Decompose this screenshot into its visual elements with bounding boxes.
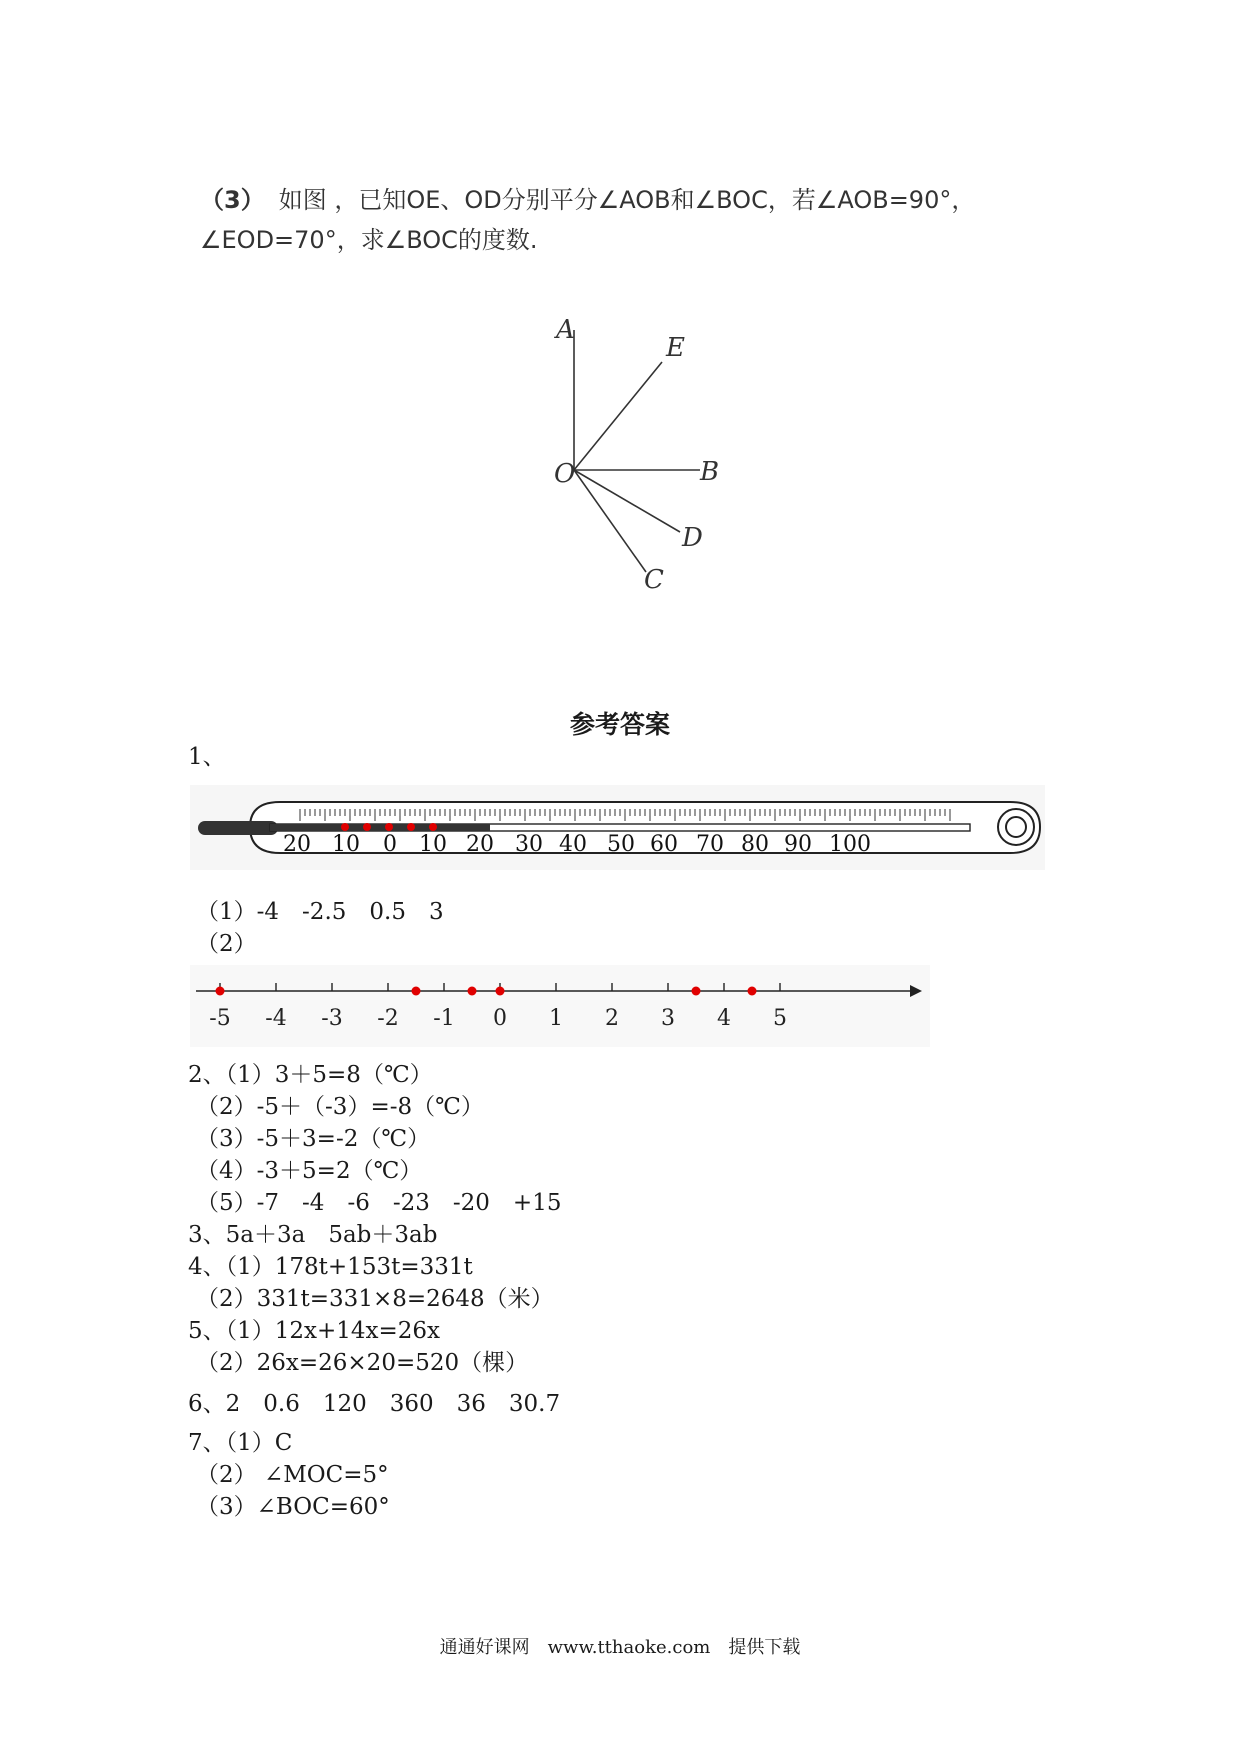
answer-line: （2）26x=26×20=520（棵） bbox=[196, 1350, 529, 1376]
question-text: 如图 ，已知OE、OD分别平分∠AOB和∠BOC，若∠AOB=90°，∠EOD=70°，求∠BOC的度数. bbox=[200, 186, 976, 254]
thermometer-marker bbox=[429, 823, 437, 831]
angle-figure bbox=[540, 310, 740, 600]
number-line-point bbox=[216, 987, 225, 996]
question-3 bbox=[200, 180, 1080, 260]
number-line-label: -1 bbox=[433, 1006, 455, 1031]
answers-title: 参考答案 bbox=[569, 710, 670, 739]
thermometer-number: 50 bbox=[607, 832, 635, 857]
thermometer-number: 10 bbox=[419, 832, 447, 857]
label-C: C bbox=[644, 565, 664, 595]
label-O: O bbox=[554, 459, 576, 489]
number-line-point bbox=[468, 987, 477, 996]
label-D: D bbox=[682, 523, 703, 553]
thermometer-number: 60 bbox=[650, 832, 678, 857]
number-line-point bbox=[412, 987, 421, 996]
ray-OD bbox=[574, 470, 680, 532]
thermometer-number: 30 bbox=[515, 832, 543, 857]
label-B: B bbox=[700, 457, 720, 487]
number-line-label: 4 bbox=[717, 1006, 731, 1031]
thermometer-marker bbox=[407, 823, 415, 831]
answer-line: （3）-5＋3=-2（℃） bbox=[196, 1126, 431, 1152]
thermometer-marker bbox=[341, 823, 349, 831]
thermometer-number: 10 bbox=[332, 832, 360, 857]
number-line-label: -4 bbox=[265, 1006, 287, 1031]
answer-line: 3、5a＋3a 5ab＋3ab bbox=[188, 1222, 438, 1248]
number-line-label: 5 bbox=[773, 1006, 787, 1031]
number-line-label: 1 bbox=[549, 1006, 563, 1031]
number-line-label: -3 bbox=[321, 1006, 343, 1031]
label-E: E bbox=[666, 333, 685, 363]
ray-OE bbox=[574, 362, 662, 470]
answer-line: （2）331t=331×8=2648（米） bbox=[196, 1286, 554, 1312]
number-line-label: 0 bbox=[493, 1006, 507, 1031]
number-line-label: -2 bbox=[377, 1006, 399, 1031]
answer-line: （3）∠BOC=60° bbox=[196, 1494, 390, 1520]
answer-line: 6、2 0.6 120 360 36 30.7 bbox=[188, 1391, 561, 1417]
answer-line: 4、（1）178t+153t=331t bbox=[188, 1254, 473, 1280]
thermometer-number: 0 bbox=[383, 832, 397, 857]
number-line bbox=[190, 965, 930, 1047]
answer-line: 2、（1）3＋5=8（℃） bbox=[188, 1062, 433, 1088]
answer-line: （2）-5＋（-3）=-8（℃） bbox=[196, 1094, 484, 1120]
answer-line: 7、（1）C bbox=[188, 1430, 293, 1456]
thermometer-marker bbox=[385, 823, 393, 831]
thermometer-number: 80 bbox=[741, 832, 769, 857]
number-line-label: 3 bbox=[661, 1006, 675, 1031]
answer-line: （2） ∠MOC=5° bbox=[196, 1462, 389, 1488]
number-line-point bbox=[692, 987, 701, 996]
question-number: （3） bbox=[200, 186, 265, 214]
answer-line: 5、（1）12x+14x=26x bbox=[188, 1318, 441, 1344]
ray-OC bbox=[574, 470, 646, 572]
number-line-point bbox=[748, 987, 757, 996]
item-1-sub2: （2） bbox=[196, 931, 257, 957]
answer-line: （5）-7 -4 -6 -23 -20 +15 bbox=[196, 1190, 562, 1216]
thermometer-number: 20 bbox=[283, 832, 311, 857]
thermometer-number: 40 bbox=[559, 832, 587, 857]
label-A: A bbox=[556, 315, 575, 345]
answer-line: （4）-3＋5=2（℃） bbox=[196, 1158, 423, 1184]
thermometer-number: 20 bbox=[466, 832, 494, 857]
number-line-label: -5 bbox=[209, 1006, 231, 1031]
number-line-point bbox=[496, 987, 505, 996]
footer: 通通好课网 www.tthaoke.com 提供下载 bbox=[439, 1637, 801, 1658]
item-1-sub1: （1）-4 -2.5 0.5 3 bbox=[196, 899, 444, 925]
thermometer-number: 70 bbox=[696, 832, 724, 857]
number-line-label: 2 bbox=[605, 1006, 619, 1031]
item-1-label: 1、 bbox=[188, 744, 226, 770]
thermometer-number: 90 bbox=[784, 832, 812, 857]
thermometer bbox=[190, 785, 1045, 870]
thermometer-marker bbox=[363, 823, 371, 831]
thermometer-number: 100 bbox=[829, 832, 871, 857]
